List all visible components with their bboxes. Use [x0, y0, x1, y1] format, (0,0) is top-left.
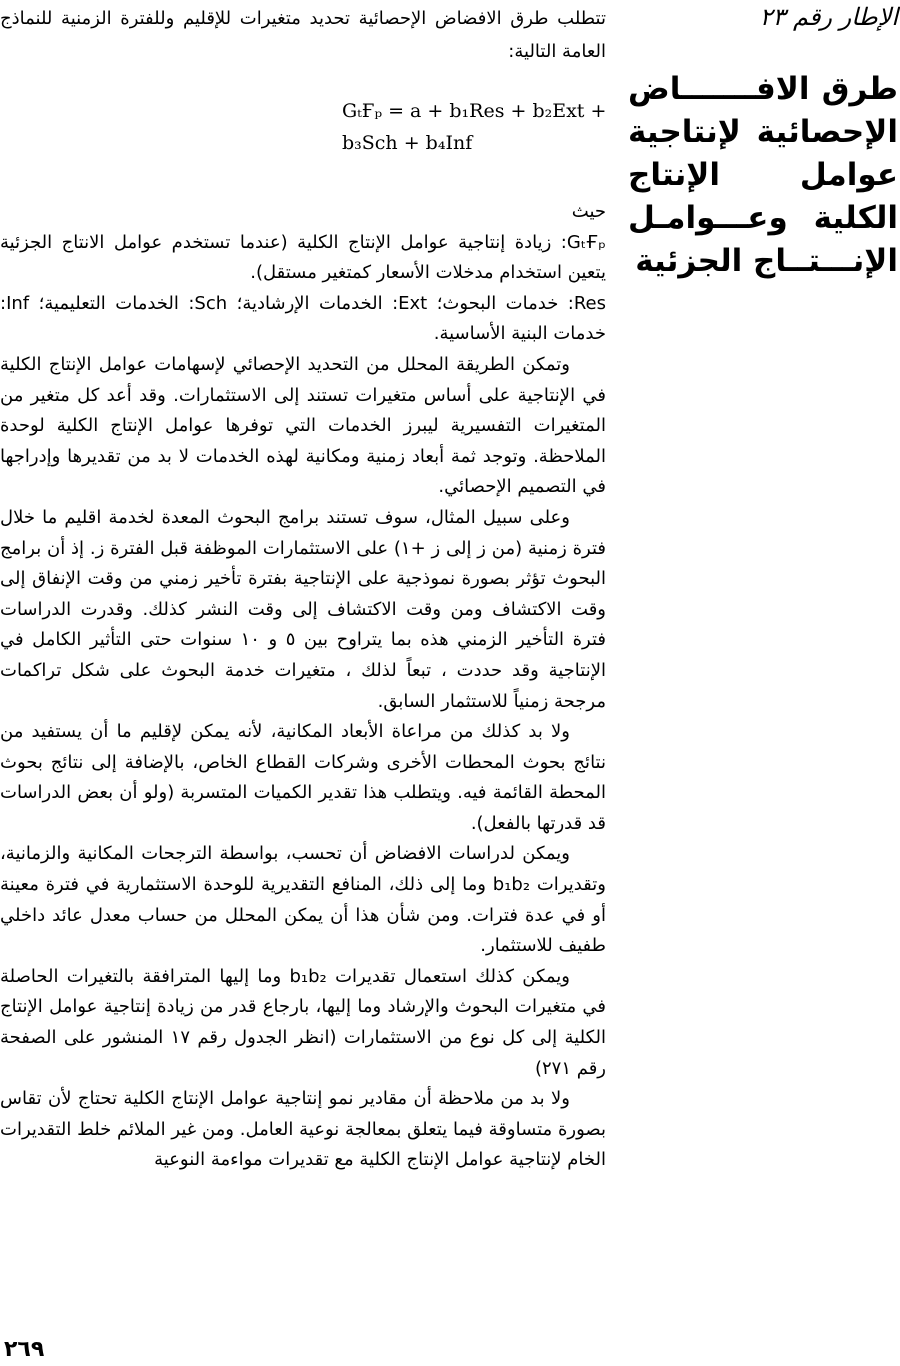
intro-paragraph: تتطلب طرق الافضاض الإحصائية تحديد متغيرات للإقليم وللفترة الزمنية للنماذج العامة التالية:	[0, 8, 606, 62]
definition-variables: Res: خدمات البحوث؛ Ext: الخدمات الإرشادية؛ Sch: الخدمات التعليمية؛ Inf: خدمات البنية الأساسية.	[0, 292, 606, 345]
paragraph: ولا بد من ملاحظة أن مقادير نمو إنتاجية عوامل الإنتاج الكلية تحتاج لأن تقاس بصورة متساوقة فيما يتعلق بمعالجة نوعية العامل. ومن غير الملائم خلط التقديرات الخام لإنتاجية عوامل الإنتاج الكلية مع تقديرات مواءمة النوعية	[0, 1088, 606, 1171]
page-number: ٢٦٩	[4, 1337, 45, 1362]
paragraph: ولا بد كذلك من مراعاة الأبعاد المكانية، لأنه يمكن لإقليم ما أن يستفيد من نتائج بحوث المحطات الأخرى وشركات القطاع الخاص، بالإضافة إلى نتائج بحوث المحطة القائمة فيه. ويتطلب هذا تقدير الكميات المتسربة (ولو أن بعض الدراسات قد قدرتها بالفعل).	[0, 721, 606, 834]
paragraph: وتمكن الطريقة المحلل من التحديد الإحصائي لإسهامات عوامل الإنتاج الكلية في الإنتاجية على أساس متغيرات تستند إلى الاستثمارات. وقد أعد كل متغير من المتغيرات التفسيرية ليبرز الخدمات التي توفرها عوامل الإنتاج الكلية لوحدة الملاحظة. وتوجد ثمة أبعاد زمنية ومكانية لهذه الخدمات لا بد من تقديرها وإدراجها في التصميم الإحصائي.	[0, 353, 606, 498]
paragraph: ويمكن كذلك استعمال تقديرات b₁b₂ وما إليها المترافقة بالتغيرات الحاصلة في متغيرات البحوث والإرشاد وما إليها، بارجاع قدر من زيادة إنتاجية عوامل الإنتاج الكلية إلى كل نوع من الاستثمارات (انظر الجدول رقم ١٧ المنشور على الصفحة رقم ٢٧١)	[0, 965, 606, 1079]
box-title: طرق الافـــــــاض الإحصائية لإنتاجية عوامل الإنتاج الكلية وعـــوامـل الإنـــتــاج الجزئية	[628, 71, 898, 279]
paragraph: وعلى سبيل المثال، سوف تستند برامج البحوث المعدة لخدمة اقليم ما خلال فترة زمنية (من ز إلى ز +١) على الاستثمارات الموظفة قبل الفترة ز. إذ أن برامج البحوث تؤثر بصورة نموذجية على الإنتاجية بفترة تأخير زمني من وقت الإنفاق إلى وقت الاكتشاف ومن وقت الاكتشاف إلى وقت النشر كذلك. وقدرت الدراسات فترة التأخير الزمني هذه بما يتراوح بين ٥ و ١٠ سنوات حتى التأثير الكامل في الإنتاجية وقد حددت ، تبعاً لذلك ، متغيرات خدمة البحوث على شكل تراكمات مرجحة زمنياً للاستثمار السابق.	[0, 506, 607, 712]
body-text	[0, 197, 606, 1176]
box-label: الإطار رقم ٢٣	[759, 3, 898, 31]
equation-line-2: b₃Sch + b₄Inf	[342, 132, 473, 154]
model-equation	[342, 95, 607, 159]
paragraph: ويمكن لدراسات الافضاض أن تحسب، بواسطة الترجحات المكانية والزمانية، وتقديرات b₁b₂ وما إلى ذلك، المنافع التقديرية للوحدة الاستثمارية في فترة معينة أو في عدة فترات. ومن شأن هذا أن يمكن المحلل من حساب معدل عائد داخلي طفيف للاستثمار.	[0, 843, 606, 957]
equation-line-1: GₜҒₚ = a + b₁Res + b₂Ext +	[342, 100, 607, 122]
whereas-label: حيث	[571, 201, 606, 222]
definition-gtfp: GₜҒₚ: زيادة إنتاجية عوامل الإنتاج الكلية (عندما تستخدم عوامل الانتاج الجزئية يتعين استخدام مدخلات الأسعار كمتغير مستقل).	[0, 231, 606, 284]
